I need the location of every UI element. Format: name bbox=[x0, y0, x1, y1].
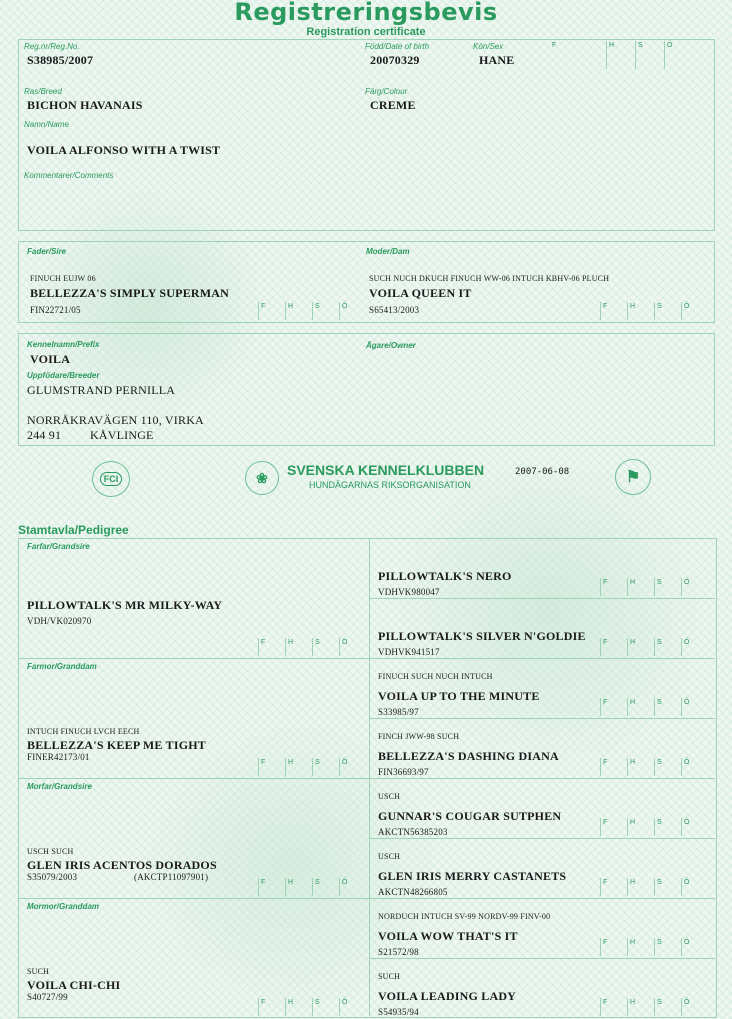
pedigree-row-divider bbox=[369, 958, 715, 959]
breeder-name: GLUMSTRAND PERNILLA bbox=[27, 383, 176, 397]
grandparent-titles: INTUCH FINUCH LVCH EECH bbox=[27, 727, 140, 736]
ancestor-reg: S21572/98 bbox=[378, 947, 419, 957]
comments-label: Kommentarer/Comments bbox=[24, 171, 114, 180]
dam-titles: SUCH NUCH DKUCH FINUCH WW-06 INTUCH KBHV-06 PLUCH bbox=[369, 274, 610, 283]
reg-no-label: Reg.nr/Reg.No. bbox=[24, 42, 80, 51]
dog-info-topline bbox=[18, 39, 713, 40]
ancestor-titles: FINUCH SUCH NUCH INTUCH bbox=[378, 672, 493, 681]
ancestor-reg: FIN36693/97 bbox=[378, 767, 429, 777]
dob: 20070329 bbox=[370, 53, 420, 67]
club-tagline: HUNDÄGARNAS RIKSORGANISATION bbox=[309, 480, 471, 490]
sire-reg: FIN22721/05 bbox=[30, 305, 81, 315]
grandparent-reg: S35079/2003 bbox=[27, 872, 78, 882]
hds-h: H bbox=[606, 41, 635, 69]
ancestor-titles: FINCH JWW-98 SUCH bbox=[378, 732, 460, 741]
ancestor-reg: VDHVK941517 bbox=[378, 647, 440, 657]
ancestor-titles: USCH bbox=[378, 852, 401, 861]
grandparent-name: PILLOWTALK'S MR MILKY-WAY bbox=[27, 598, 223, 612]
colour: CREME bbox=[370, 98, 416, 112]
hds-f: F bbox=[552, 42, 557, 49]
grandparent-reg: FINER42173/01 bbox=[27, 752, 90, 762]
ancestor-titles: USCH bbox=[378, 792, 401, 801]
ancestor-reg: VDHVK980047 bbox=[378, 587, 440, 597]
pedigree-row-divider bbox=[369, 778, 715, 779]
pedigree-row-divider bbox=[369, 838, 715, 839]
ancestor-name: VOILA LEADING LADY bbox=[378, 989, 517, 1003]
sire-label: Fader/Sire bbox=[27, 247, 67, 256]
ancestor-hds: F H S Ö bbox=[600, 698, 708, 716]
ancestor-reg: AKCTN56385203 bbox=[378, 827, 448, 837]
dam-reg: S65413/2003 bbox=[369, 305, 420, 315]
grandparent-name: BELLEZZA'S KEEP ME TIGHT bbox=[27, 738, 206, 752]
sire-name: BELLEZZA'S SIMPLY SUPERMAN bbox=[30, 286, 230, 300]
pedigree-row-divider bbox=[18, 778, 369, 779]
skk-emblem: ❀ bbox=[245, 461, 279, 495]
dog-name: VOILA ALFONSO WITH A TWIST bbox=[27, 143, 221, 157]
grandparent-name: GLEN IRIS ACENTOS DORADOS bbox=[27, 858, 217, 872]
colour-label: Färg/Colour bbox=[365, 87, 408, 96]
hds-o: Ö bbox=[664, 41, 693, 69]
ancestor-hds: F H S Ö bbox=[600, 938, 708, 956]
ancestor-hds: F H S Ö bbox=[600, 878, 708, 896]
grandparent-hds: F H S Ö bbox=[258, 998, 366, 1016]
sex-label: Kön/Sex bbox=[473, 42, 504, 51]
reg-no: S38985/2007 bbox=[27, 53, 94, 67]
pedigree-row-divider bbox=[369, 898, 715, 899]
grandparent-reg: VDH/VK020970 bbox=[27, 616, 92, 626]
grandparent-titles: USCH SUCH bbox=[27, 847, 74, 856]
pedigree-divider bbox=[369, 538, 370, 1016]
ancestor-titles: NORDUCH INTUCH SV-99 NORDV-99 FINV-00 bbox=[378, 912, 551, 921]
ancestor-hds: F H S Ö bbox=[600, 578, 708, 596]
owner-label: Ägare/Owner bbox=[366, 341, 416, 350]
pedigree-title: Stamtavla/Pedigree bbox=[18, 523, 129, 537]
breed-label: Ras/Breed bbox=[24, 87, 62, 96]
ancestor-name: GLEN IRIS MERRY CASTANETS bbox=[378, 869, 567, 883]
grandparent-alt-reg: (AKCTP11097901) bbox=[134, 872, 209, 882]
name-label: Namn/Name bbox=[24, 120, 69, 129]
ancestor-hds: F H S Ö bbox=[600, 758, 708, 776]
dog-hds-header bbox=[550, 41, 693, 69]
grandparent-name: VOILA CHI-CHI bbox=[27, 978, 121, 992]
dam-hds: F H S Ö bbox=[600, 302, 708, 320]
ancestor-reg: AKCTN48266805 bbox=[378, 887, 448, 897]
grandparent-reg: S40727/99 bbox=[27, 992, 68, 1002]
dob-label: Född/Date of birth bbox=[365, 42, 430, 51]
ancestor-reg: S33985/97 bbox=[378, 707, 419, 717]
ancestor-name: VOILA UP TO THE MINUTE bbox=[378, 689, 540, 703]
ancestor-titles: SUCH bbox=[378, 972, 401, 981]
ancestor-name: GUNNAR'S COUGAR SUTPHEN bbox=[378, 809, 562, 823]
sex: HANE bbox=[479, 53, 515, 67]
club-name: SVENSKA KENNELKLUBBEN bbox=[287, 462, 485, 478]
breeder-label: Uppfödare/Breeder bbox=[27, 371, 100, 380]
ancestor-hds: F H S Ö bbox=[600, 818, 708, 836]
certificate-subtitle: Registration certificate bbox=[306, 26, 426, 38]
issue-date: 2007-06-08 bbox=[515, 467, 570, 477]
ancestor-name: PILLOWTALK'S NERO bbox=[378, 569, 512, 583]
pedigree-row-divider bbox=[18, 898, 369, 899]
dam-name: VOILA QUEEN IT bbox=[369, 286, 472, 300]
pedigree-row-divider bbox=[18, 658, 369, 659]
fci-logo: FCI bbox=[92, 461, 130, 497]
flag-emblem: ⚑ bbox=[615, 459, 651, 495]
breed: BICHON HAVANAIS bbox=[27, 98, 143, 112]
grandparent-label: Morfar/Grandsire bbox=[27, 782, 92, 791]
grandparent-label: Farfar/Grandsire bbox=[27, 542, 90, 551]
grandparent-label: Farmor/Granddam bbox=[27, 662, 97, 671]
grandparent-hds: F H S Ö bbox=[258, 758, 366, 776]
ancestor-reg: S54935/94 bbox=[378, 1007, 419, 1017]
ancestor-name: VOILA WOW THAT'S IT bbox=[378, 929, 518, 943]
sire-titles: FINUCH EUJW 06 bbox=[30, 274, 96, 283]
ancestor-hds: F H S Ö bbox=[600, 998, 708, 1016]
sire-hds: F H S Ö bbox=[258, 302, 366, 320]
kennel-name: VOILA bbox=[30, 352, 71, 366]
grandparent-hds: F H S Ö bbox=[258, 878, 366, 896]
address-city: KÅVLINGE bbox=[90, 428, 154, 442]
ancestor-hds: F H S Ö bbox=[600, 638, 708, 656]
ancestor-name: BELLEZZA'S DASHING DIANA bbox=[378, 749, 559, 763]
pedigree-row-divider bbox=[369, 598, 715, 599]
address-line1: NORRÅKRAVÄGEN 110, VIRKA bbox=[27, 413, 204, 427]
grandparent-hds: F H S Ö bbox=[258, 638, 366, 656]
grandparent-titles: SUCH bbox=[27, 967, 50, 976]
pedigree-row-divider bbox=[369, 718, 715, 719]
address-postcode: 244 91 bbox=[27, 428, 62, 442]
grandparent-label: Mormor/Granddam bbox=[27, 902, 100, 911]
pedigree-row-divider bbox=[369, 658, 715, 659]
kennel-label: Kennelnamn/Prefix bbox=[27, 340, 100, 349]
hds-s: S bbox=[635, 41, 664, 69]
dam-label: Moder/Dam bbox=[366, 247, 410, 256]
ancestor-name: PILLOWTALK'S SILVER N'GOLDIE bbox=[378, 629, 586, 643]
certificate-title: Registreringsbevis bbox=[234, 0, 498, 26]
